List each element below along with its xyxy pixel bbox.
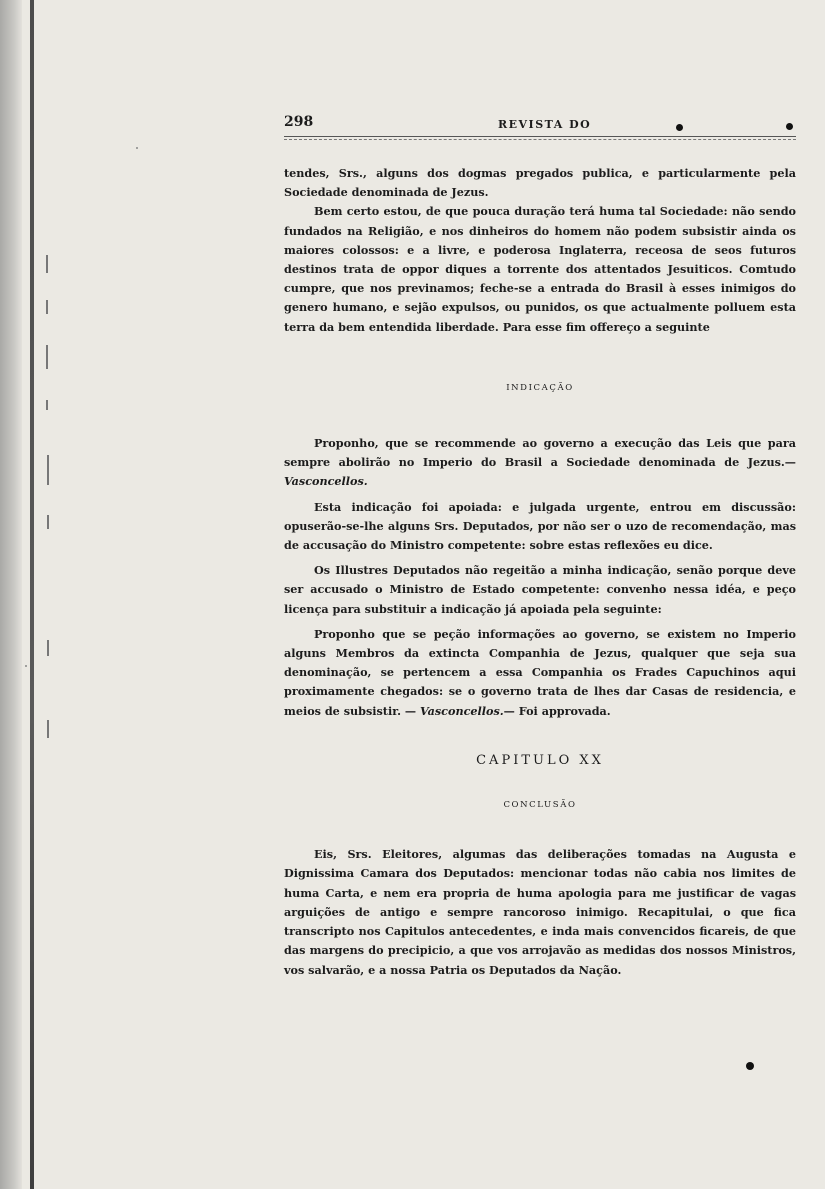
section-heading-indicacao: INDICAÇÃO [506, 382, 574, 393]
ink-dot [786, 123, 793, 130]
page-header [284, 114, 796, 134]
signature: Vasconcellos. [284, 474, 368, 489]
gutter-mark [47, 455, 49, 485]
chapter-heading: CAPITULO XX [476, 752, 604, 768]
paragraph [284, 625, 796, 721]
ink-dot [746, 1062, 754, 1070]
section-heading-conclusao: CONCLUSÃO [503, 800, 577, 811]
proposal-text: Proponho que se peção informações ao governo, se existem no Imperio alguns Membros da extincta Companhia de Jezus, qualquer que seja sua denominação, se pertencem a essa Companhia os Frades Capuchinos aqui proximamente chegados: se o governo trata de lhes dar Casas de residencia, e meios de subsistir. — [284, 626, 796, 718]
paragraph: Bem certo estou, de que pouca duração terá huma tal Sociedade: não sendo fundados na Religião, e nos dinheiros do homem não podem subsistir ainda os maiores colossos: e a livre, e poderosa Inglaterra, receosa de seos futuros destinos trata de oppor diques a torrente dos attentados Jesuiticos. Comtudo cumpre, que nos previnamos; feche-se a entrada do Brasil à esses inimigos do genero humano, e sejão expulsos, ou punidos, os que actualmente polluem esta terra da bem entendida liberdade. Para esse fim offereço a seguinte [284, 204, 796, 334]
gutter-mark [46, 345, 48, 369]
gutter-mark [46, 300, 48, 314]
page-number: 298 [284, 114, 314, 130]
gutter-mark [47, 720, 49, 738]
gutter-mark [47, 515, 49, 529]
scan-edge-shadow [0, 0, 22, 1189]
header-rule [284, 136, 796, 140]
gutter-mark [46, 255, 48, 273]
gutter-mark [47, 640, 49, 656]
paragraph: Esta indicação foi apoiada: e julgada urgente, entrou em discussão: opuserão-se-lhe alguns Srs. Deputados, por não ser o uzo de recomendação, mas de accusação do Ministro competente: sobre estas reflexões eu dice. [284, 499, 796, 553]
proposal-text: Proponho, que se recommende ao governo a execução das Leis que para sempre abolirão no Imperio do Brasil a Sociedade denominada de Jezus.— [284, 436, 796, 470]
approval-note: — Foi approvada. [503, 703, 611, 718]
speck [25, 665, 27, 667]
paragraph: Os Illustres Deputados não regeitão a minha indicação, senão porque deve ser accusado o Ministro de Estado competente: convenho nessa idéa, e peço licença para substituir a indicação já apoiada pela seguinte: [284, 563, 796, 616]
paragraph: Eis, Srs. Eleitores, algumas das deliberações tomadas na Augusta e Dignissima Camara dos Deputados: mencionar todas não cabia nos limites de huma Carta, e nem era propria de huma apologia para me justificar de vagas arguições de antigo e sempre rancoroso inimigo. Recapitulai, o que fica transcripto nos Capitulos antecedentes, e inda mais convencidos ficareis, de que das margens do precipicio, a que vos arrojavão as medidas dos nossos Ministros, vos salvarão, e a nossa Patria os Deputados da Nação. [284, 847, 796, 977]
page-body [284, 164, 796, 980]
gutter-mark [46, 400, 48, 410]
signature: Vasconcellos. [419, 703, 504, 718]
paragraph [284, 434, 796, 492]
ink-dot [676, 124, 683, 131]
running-title: REVISTA DO [498, 118, 592, 131]
book-gutter-line [30, 0, 34, 1189]
speck [136, 147, 138, 149]
book-page [284, 114, 796, 977]
paragraph: tendes, Srs., alguns dos dogmas pregados publica, e particularmente pela Sociedade denominada de Jezus. [284, 166, 796, 200]
